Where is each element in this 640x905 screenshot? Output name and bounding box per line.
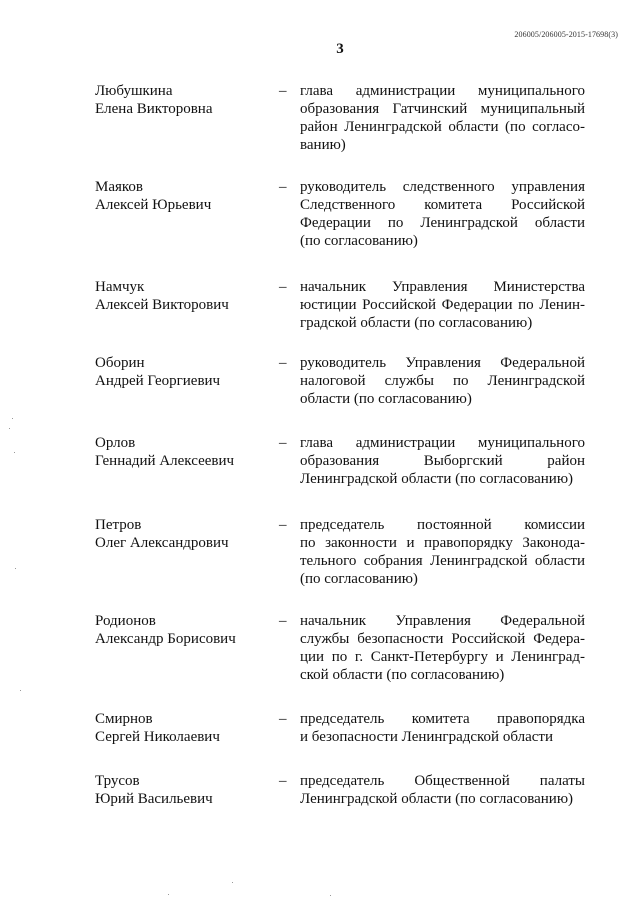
member-position <box>300 354 585 408</box>
member-position <box>300 612 585 684</box>
member-position <box>300 434 585 488</box>
member-position-line: руководитель следственного управления <box>300 179 585 195</box>
member-name <box>95 612 275 648</box>
member-position-line: ции по г. Санкт-Петербургу и Ленинград- <box>300 649 585 665</box>
member-name-line: Елена Викторовна <box>95 101 213 117</box>
member-position-line: начальник Управления Министерства <box>300 279 585 295</box>
member-position-line: службы безопасности Российской Федера- <box>300 631 585 647</box>
entry-dash: – <box>279 435 287 451</box>
member-name <box>95 278 275 314</box>
entry-dash: – <box>279 613 287 629</box>
member-name <box>95 434 275 470</box>
member-position <box>300 178 585 250</box>
member-name <box>95 178 275 214</box>
page-number: 3 <box>336 41 344 57</box>
member-position-line: Ленинградской области (по согласованию) <box>300 791 574 807</box>
member-name <box>95 354 275 390</box>
entry-dash: – <box>279 279 287 295</box>
member-name-line: Орлов <box>95 435 136 451</box>
member-position-line: (по согласованию) <box>300 233 418 249</box>
member-name-line: Родионов <box>95 613 156 629</box>
member-name-line: Андрей Георгиевич <box>95 373 221 389</box>
member-position-line: тельного собрания Ленинградской области <box>300 553 585 569</box>
member-position-line: по законности и правопорядку Законода- <box>300 535 585 551</box>
entry-dash: – <box>279 83 287 99</box>
member-position-line: Федерации по Ленинградской области <box>300 215 585 231</box>
member-name <box>95 82 275 118</box>
member-position <box>300 82 585 154</box>
member-name-line: Петров <box>95 517 142 533</box>
member-position-line: ской области (по согласованию) <box>300 667 505 683</box>
entry-dash: – <box>279 711 287 727</box>
member-position-line: и безопасности Ленинградской области <box>300 729 553 745</box>
member-position-line: области (по согласованию) <box>300 391 472 407</box>
member-position-line: начальник Управления Федеральной <box>300 613 585 629</box>
entry-dash: – <box>279 517 287 533</box>
member-position-line: руководитель Управления Федеральной <box>300 355 585 371</box>
member-position-line: ванию) <box>300 137 346 153</box>
member-name <box>95 772 275 808</box>
member-name <box>95 516 275 552</box>
member-name <box>95 710 275 746</box>
member-name-line: Александр Борисович <box>95 631 236 647</box>
member-name-line: Маяков <box>95 179 144 195</box>
member-name-line: Геннадий Алексеевич <box>95 453 235 469</box>
member-name-line: Олег Александрович <box>95 535 229 551</box>
member-name-line: Любушкина <box>95 83 173 99</box>
member-position-line: Ленинградской области (по согласованию) <box>300 471 574 487</box>
member-position-line: градской области (по согласованию) <box>300 315 533 331</box>
member-position-line: юстиции Российской Федерации по Ленин- <box>300 297 585 313</box>
entry-dash: – <box>279 355 287 371</box>
member-position-line: председатель Общественной палаты <box>300 773 585 789</box>
member-position-line: образования Выборгский район <box>300 453 585 469</box>
member-name-line: Намчук <box>95 279 145 295</box>
member-position <box>300 516 585 588</box>
member-position-line: Следственного комитета Российской <box>300 197 585 213</box>
member-position <box>300 278 585 332</box>
member-name-line: Оборин <box>95 355 145 371</box>
member-position <box>300 772 585 808</box>
member-position-line: (по согласованию) <box>300 571 418 587</box>
member-position-line: налоговой службы по Ленинградской <box>300 373 585 389</box>
member-name-line: Алексей Викторович <box>95 297 229 313</box>
member-name-line: Сергей Николаевич <box>95 729 220 745</box>
member-position-line: глава администрации муниципального <box>300 435 585 451</box>
member-position-line: глава администрации муниципального <box>300 83 585 99</box>
member-name-line: Юрий Васильевич <box>95 791 213 807</box>
entry-dash: – <box>279 773 287 789</box>
member-name-line: Алексей Юрьевич <box>95 197 212 213</box>
member-name-line: Трусов <box>95 773 140 789</box>
document-code: 206005/206005-2015-17698(3) <box>514 30 618 39</box>
member-position-line: район Ленинградской области (по согласо- <box>300 119 585 135</box>
member-position-line: председатель комитета правопорядка <box>300 711 585 727</box>
member-position <box>300 710 585 746</box>
entry-dash: – <box>279 179 287 195</box>
member-position-line: образования Гатчинский муниципальный <box>300 101 585 117</box>
member-position-line: председатель постоянной комиссии <box>300 517 585 533</box>
member-name-line: Смирнов <box>95 711 153 727</box>
